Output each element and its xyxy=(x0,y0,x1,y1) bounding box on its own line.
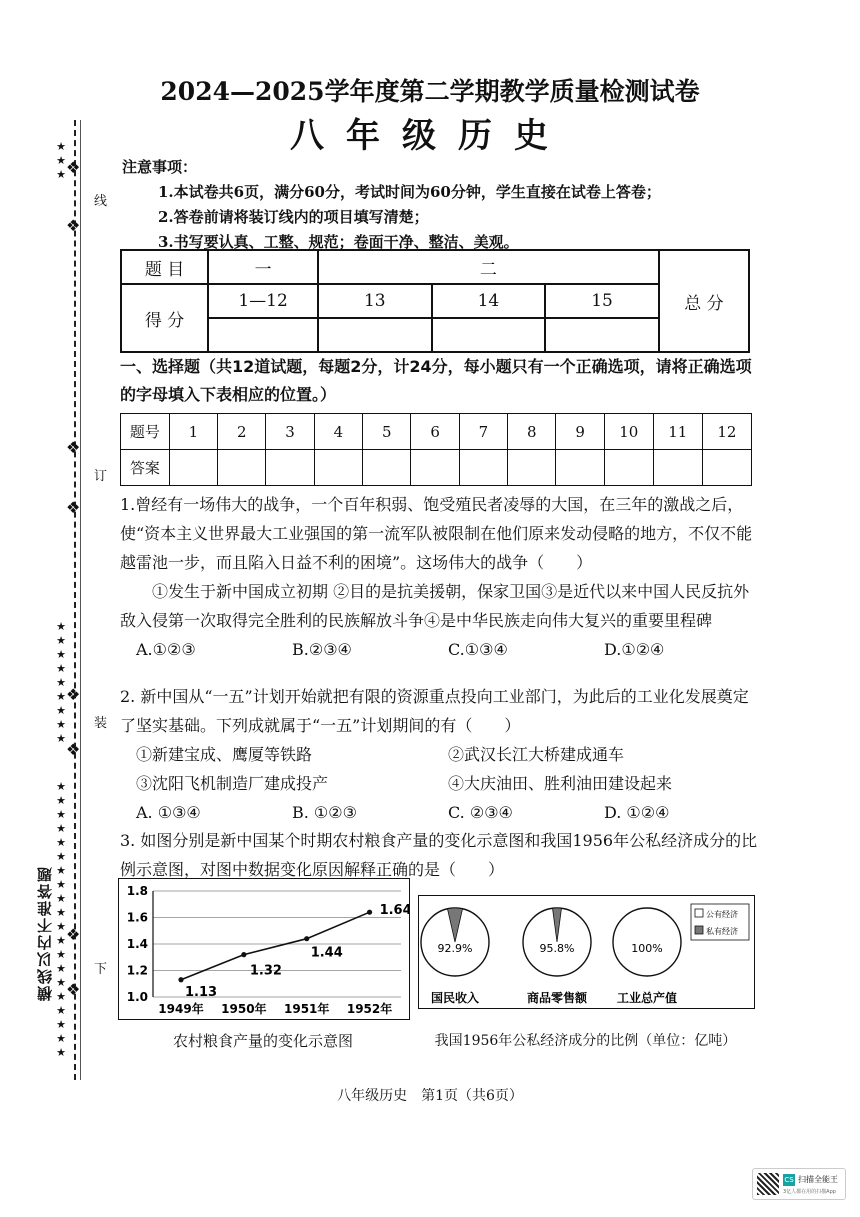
answer-cell[interactable] xyxy=(218,450,266,486)
legend-swatch-private xyxy=(695,926,703,934)
q2-items-row xyxy=(120,740,760,769)
answer-cell[interactable] xyxy=(266,450,314,486)
margin-char-xian: 线 xyxy=(94,194,108,209)
y-tick-label: 1.4 xyxy=(126,937,148,951)
legend-label: 私有经济 xyxy=(706,927,738,936)
q2-item: ④大庆油田、胜利油田建设起来 xyxy=(448,774,673,793)
pie-category-label: 工业总产值 xyxy=(616,991,678,1005)
q2-stem: 2. 新中国从“一五”计划开始就把有限的资源重点投向工业部门，为此后的工业化发展奠定了坚实基础。下列成就属于“一五”计划期间的有（ ） xyxy=(120,687,749,735)
x-tick-label: 1949年 xyxy=(158,1002,204,1016)
q2-option-c[interactable]: C. ②③④ xyxy=(448,803,513,822)
q2-item: ②武汉长江大桥建成通车 xyxy=(448,745,625,764)
notes-block xyxy=(122,155,661,255)
data-point xyxy=(304,936,309,941)
q1-items: ①发生于新中国成立初期 ②目的是抗美援朝，保家卫国③是近代以来中国人民反抗外敌入侵第一次取得完全胜利的民族解放斗争④是中华民族走向伟大复兴的重要里程碑 xyxy=(120,582,750,630)
legend-label: 公有经济 xyxy=(706,910,738,919)
answer-table xyxy=(120,413,752,486)
q2-item: ①新建宝成、鹰厦等铁路 xyxy=(136,745,313,764)
answer-number: 9 xyxy=(556,414,604,450)
q1-option-b[interactable]: B.②③④ xyxy=(292,640,352,659)
q2-items-row xyxy=(120,769,760,798)
q2-item: ③沈阳飞机制造厂建成投产 xyxy=(136,774,329,793)
pie-category-label: 国民收入 xyxy=(430,991,480,1005)
answer-cell[interactable] xyxy=(363,450,411,486)
score-col: 1—12 xyxy=(208,284,318,318)
q1-options xyxy=(120,635,760,664)
qr-code-icon xyxy=(757,1173,779,1195)
y-tick-label: 1.6 xyxy=(126,910,148,925)
score-cell[interactable] xyxy=(545,318,659,352)
line-chart-caption: 农村粮食产量的变化示意图 xyxy=(172,1032,353,1050)
data-label: 1.13 xyxy=(185,984,218,1000)
pie-percent-label: 92.9% xyxy=(437,942,473,955)
diamond-icon: ❖ xyxy=(66,158,81,177)
data-label: 1.64 xyxy=(379,903,409,919)
pie-percent-label: 100% xyxy=(631,942,663,955)
score-header-label: 题 目 xyxy=(121,250,208,284)
answer-row-label: 题号 xyxy=(121,414,170,450)
grain-output-line-chart xyxy=(119,879,409,1019)
diamond-icon: ❖ xyxy=(66,438,81,457)
exam-title: 2024—2025学年度第二学期教学质量检测试卷 xyxy=(160,77,700,106)
y-tick-label: 1.8 xyxy=(126,884,148,898)
q2-option-a[interactable]: A. ①③④ xyxy=(136,803,201,822)
answer-cell[interactable] xyxy=(459,450,507,486)
data-point xyxy=(241,952,246,957)
answer-cell[interactable] xyxy=(508,450,556,486)
answer-number: 2 xyxy=(218,414,266,450)
q2-option-b[interactable]: B. ①②③ xyxy=(292,803,357,822)
score-header-total: 总 分 xyxy=(659,250,749,352)
answer-number: 6 xyxy=(411,414,459,450)
score-col: 14 xyxy=(432,284,546,318)
answer-cell[interactable] xyxy=(653,450,702,486)
scanner-name: 扫描全能王 xyxy=(798,1175,838,1184)
score-cell[interactable] xyxy=(318,318,432,352)
diamond-icon: ❖ xyxy=(66,685,81,704)
score-cell[interactable] xyxy=(208,318,318,352)
margin-char-ding: 订 xyxy=(94,469,108,484)
answer-cell[interactable] xyxy=(702,450,751,486)
answer-cell[interactable] xyxy=(604,450,653,486)
scanner-sub: 3亿人都在用的扫描App xyxy=(783,1189,836,1195)
legend-swatch-public xyxy=(695,909,703,917)
data-point xyxy=(367,910,372,915)
binding-margin xyxy=(28,120,108,1080)
margin-char-zhuang: 装 xyxy=(94,716,108,731)
star-column-top: ★ ★ ★ xyxy=(56,140,66,181)
page-footer: 八年级历史 第1页（共6页） xyxy=(337,1088,523,1104)
x-tick-label: 1951年 xyxy=(284,1002,330,1016)
notes-item: 2.答卷前请将装订线内的项目填写清楚； xyxy=(158,208,429,226)
diamond-icon: ❖ xyxy=(66,740,81,759)
diamond-icon: ❖ xyxy=(66,980,81,999)
data-label: 1.44 xyxy=(310,945,343,961)
question-1 xyxy=(120,490,760,664)
section1-heading: 一、选择题（共12道试题，每题2分，计24分，每小题只有一个正确选项，请将正确选项的字母填入下表相应的位置。） xyxy=(120,357,752,404)
answer-number: 4 xyxy=(314,414,362,450)
answer-number: 5 xyxy=(363,414,411,450)
star-column-mid: ★ ★ ★ ★ ★ ★ ★ ★ ★ xyxy=(56,620,66,745)
answer-cell[interactable] xyxy=(411,450,459,486)
data-point xyxy=(178,977,183,982)
margin-char-xia: 下 xyxy=(94,962,108,977)
binding-warning-text: 横线以内不准答题 xyxy=(36,865,54,1001)
q1-option-d[interactable]: D.①②④ xyxy=(604,640,665,659)
scanner-logo: CS xyxy=(784,1176,794,1184)
pie-chart-frame xyxy=(418,895,755,1009)
score-cell[interactable] xyxy=(432,318,546,352)
q2-option-d[interactable]: D. ①②④ xyxy=(604,803,670,822)
line-chart-frame xyxy=(118,878,410,1020)
score-header-part1: 一 xyxy=(208,250,318,284)
score-header-part2: 二 xyxy=(318,250,659,284)
answer-number: 8 xyxy=(508,414,556,450)
score-col: 13 xyxy=(318,284,432,318)
answer-number: 11 xyxy=(653,414,702,450)
economy-share-pie-charts xyxy=(419,896,754,1008)
score-col: 15 xyxy=(545,284,659,318)
answer-number: 1 xyxy=(169,414,217,450)
answer-number: 7 xyxy=(459,414,507,450)
data-label: 1.32 xyxy=(249,963,282,979)
y-tick-label: 1.0 xyxy=(126,990,148,1004)
q1-option-c[interactable]: C.①③④ xyxy=(448,640,508,659)
score-row-label: 得 分 xyxy=(121,284,208,352)
star-column-low: ★ ★ ★ ★ ★ ★ ★ ★ ★ ★ ★ ★ ★ ★ ★ ★ ★ ★ ★ ★ xyxy=(56,780,66,1059)
y-tick-label: 1.2 xyxy=(126,963,148,978)
x-tick-label: 1950年 xyxy=(221,1002,267,1016)
notes-item: 1.本试卷共6页，满分60分，考试时间为60分钟，学生直接在试卷上答卷； xyxy=(158,183,661,201)
answer-cell[interactable] xyxy=(169,450,217,486)
answer-number: 3 xyxy=(266,414,314,450)
notes-item: 3.书写要认真、工整、规范；卷面干净、整洁、美观。 xyxy=(158,233,519,251)
answer-number: 10 xyxy=(604,414,653,450)
question-3: 3. 如图分别是新中国某个时期农村粮食产量的变化示意图和我国1956年公私经济成分的比例示意图，对图中数据变化原因解释正确的是（ ） xyxy=(120,831,758,879)
pie-chart-caption: 我国1956年公私经济成分的比例（单位：亿吨） xyxy=(434,1033,737,1049)
answer-row-label: 答案 xyxy=(121,450,170,486)
diamond-icon: ❖ xyxy=(66,498,81,517)
q2-options xyxy=(120,798,760,827)
pie-percent-label: 95.8% xyxy=(539,942,575,955)
x-tick-label: 1952年 xyxy=(346,1002,393,1016)
diamond-icon: ❖ xyxy=(66,925,81,944)
scanner-badge xyxy=(752,1168,846,1200)
q1-option-a[interactable]: A.①②③ xyxy=(136,640,196,659)
question-2 xyxy=(120,682,760,827)
subject-title: 八年级历史 xyxy=(290,116,570,156)
answer-cell[interactable] xyxy=(556,450,604,486)
diamond-icon: ❖ xyxy=(66,216,81,235)
notes-heading: 注意事项： xyxy=(122,158,198,176)
answer-number: 12 xyxy=(702,414,751,450)
answer-cell[interactable] xyxy=(314,450,362,486)
q1-stem: 1.曾经有一场伟大的战争，一个百年积弱、饱受殖民者凌辱的大国，在三年的激战之后，使“资本主义世界最大工业强国的第一流军队被限制在他们原来发动侵略的地方，不仅不能越雷池一步，而且陷入日益不利的困境”。这场伟大的战争（ ） xyxy=(120,495,753,572)
score-table xyxy=(120,249,750,353)
pie-category-label: 商品零售额 xyxy=(526,991,588,1005)
